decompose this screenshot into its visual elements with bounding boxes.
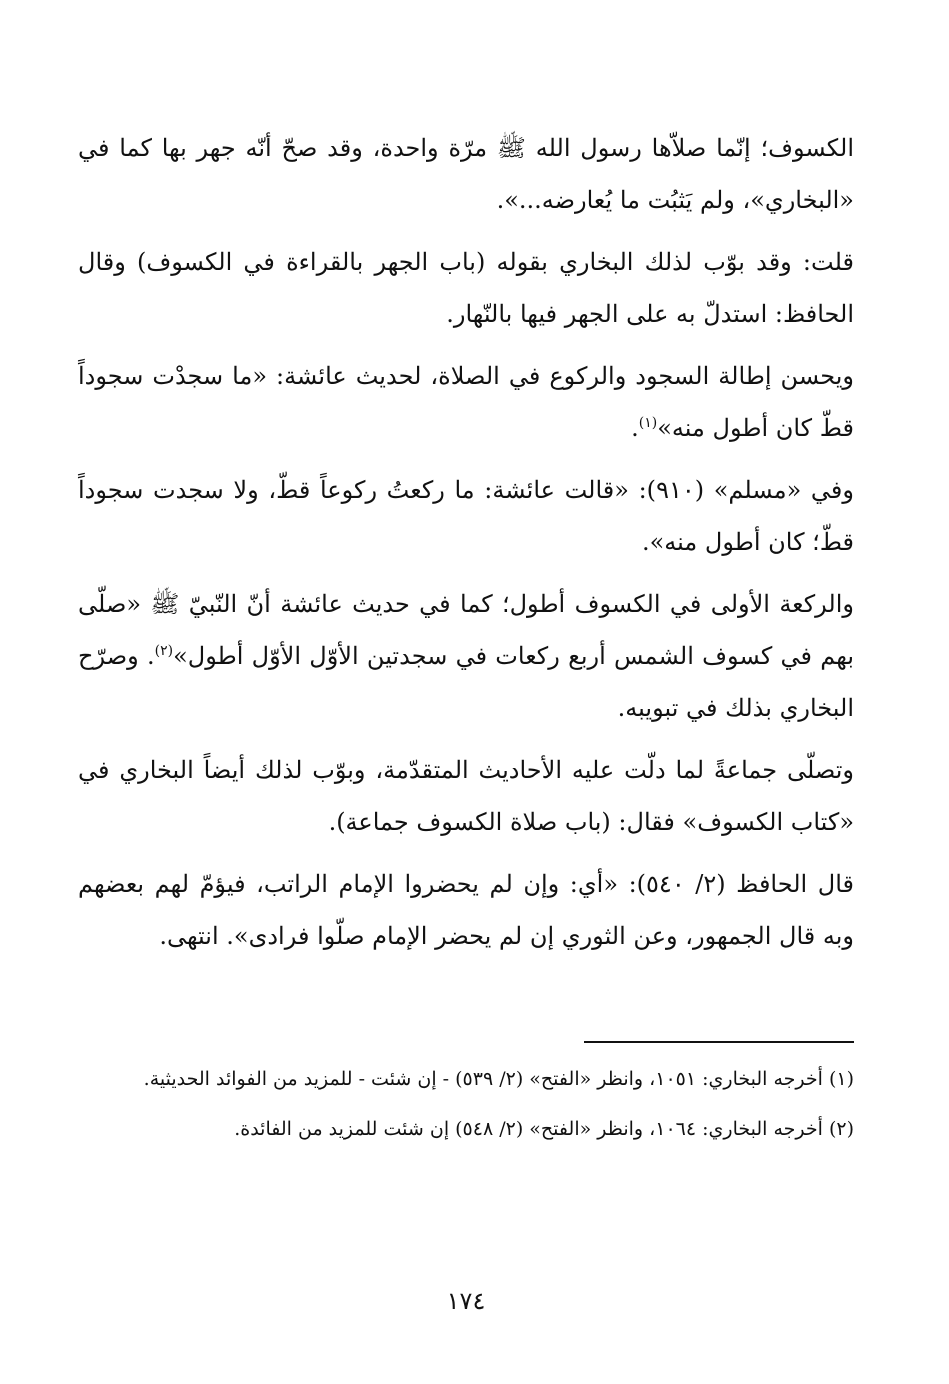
paragraph-tail: . وصرّح البخاري بذلك في تبويبه. [78,642,854,722]
footnotes [78,1058,854,1158]
paragraph-4 [78,464,854,568]
paragraph-text: الكسوف؛ إنّما صلاّها رسول الله ﷺ مرّة واحدة، وقد صحّ أنّه جهر بها كما في «البخاري»، ولم يَثبُت ما يُعارضه...». [78,134,854,214]
paragraph-7 [78,858,854,962]
paragraph-2 [78,236,854,340]
footnote-reference-1: (١) [638,415,658,431]
footnote-reference-2: (٢) [154,643,174,659]
paragraph-tail: . [631,414,639,442]
paragraph-text: ويحسن إطالة السجود والركوع في الصلاة، لحديث عائشة: «ما سجدْت سجوداً قطّ كان أطول منه» [78,362,854,442]
paragraph-text: قال الحافظ (٢/ ٥٤٠): «أي: وإن لم يحضروا الإمام الراتب، فيؤمّ لهم بعضهم وبه قال الجمهور، وعن الثوري إن لم يحضر الإمام صلّوا فرادى». انتهى. [78,870,854,950]
page-number: ١٧٤ [446,1287,486,1315]
footnote-divider [584,1041,854,1043]
footnote-1: (١) أخرجه البخاري: ١٠٥١، وانظر «الفتح» (٢/ ٥٣٩) - إن شئت - للمزيد من الفوائد الحديثية. [143,1068,854,1090]
paragraph-text: والركعة الأولى في الكسوف أطول؛ كما في حديث عائشة أنّ النّبيّ ﷺ «صلّى بهم في كسوف الشمس أربع ركعات في سجدتين الأوّل الأوّل أطول» [78,590,855,670]
body-text [78,122,854,972]
paragraph-text: وفي «مسلم» (٩١٠): «قالت عائشة: ما ركعتُ ركوعاً قطّ، ولا سجدت سجوداً قطّ؛ كان أطول منه». [78,476,854,556]
book-page [78,0,854,1384]
paragraph-6 [78,744,854,848]
paragraph-3 [78,350,854,454]
paragraph-1 [78,122,854,226]
paragraph-5 [78,578,854,734]
footnote-2: (٢) أخرجه البخاري: ١٠٦٤، وانظر «الفتح» (٢/ ٥٤٨) إن شئت للمزيد من الفائدة. [234,1118,854,1140]
paragraph-text: قلت: وقد بوّب لذلك البخاري بقوله (باب الجهر بالقراءة في الكسوف) وقال الحافظ: استدلّ به على الجهر فيها بالنّهار. [78,248,854,328]
paragraph-text: وتصلّى جماعةً لما دلّت عليه الأحاديث المتقدّمة، وبوّب لذلك أيضاً البخاري في «كتاب الكسوف» فقال: (باب صلاة الكسوف جماعة). [78,756,854,836]
